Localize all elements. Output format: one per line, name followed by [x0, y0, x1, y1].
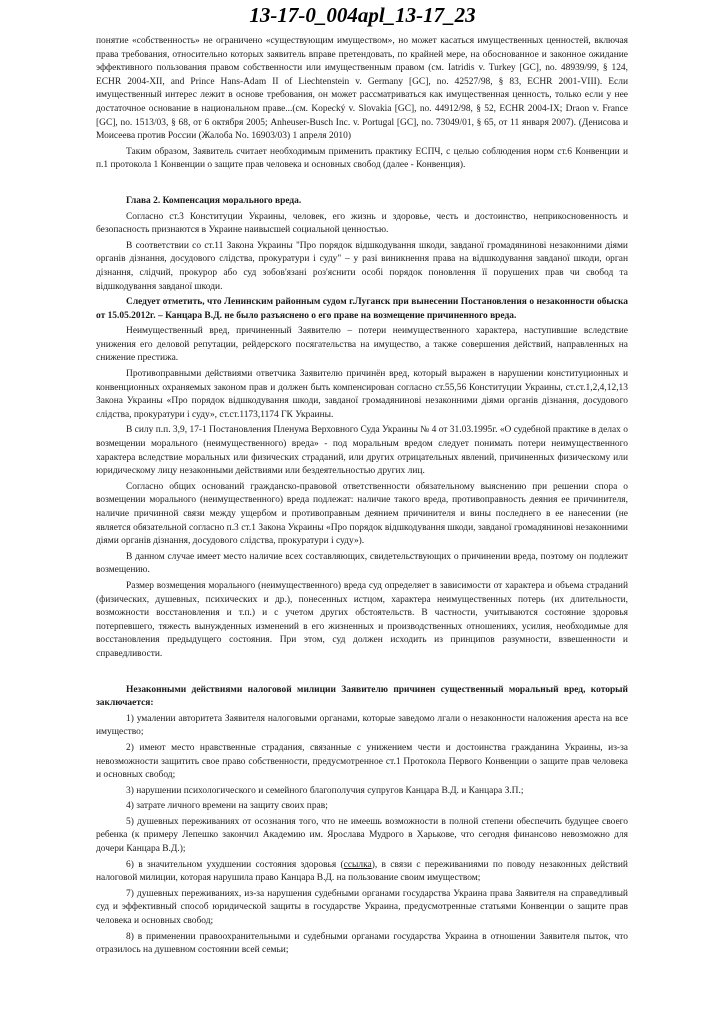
paragraph: Таким образом, Заявитель считает необходимым применить практику ЕСПЧ, с целью соблюдения норм ст.6 Конвенции и п.1 протокола 1 Конвенции о защите прав человека и основных свобод (далее - Конвенция). [96, 146, 628, 171]
paragraph: Согласно общих оснований гражданско-правовой ответственности обязательному выяснению при решении спора о возмещении морального (неимущественного) вреда подлежат: наличие такого вреда, противоправность деяния ее причинителя, наличие причинной связи между ущербом и противоправным деянием причинителя и вины последнего в ее нанесении (не является обязательной согласно п.3 ст.1 Закона Украины «Про порядок відшкодування шкоди, завданої громадянинові незаконними діями органів дізнання, досудового слідства, прокуратури і суду»). [96, 481, 628, 547]
list-item: 1) умалении авторитета Заявителя налоговыми органами, которые заведомо лгали о незаконности наложения ареста на все имущество; [96, 713, 628, 738]
paragraph: Согласно ст.3 Конституции Украины, человек, его жизнь и здоровье, честь и достоинство, неприкосновенность и безопасность признаются в Украине наивысшей социальной ценностью. [96, 211, 628, 236]
paragraph: Размер возмещения морального (неимущественного) вреда суд определяет в зависимости от характера и объема страданий (физических, душевных, психических и др.), понесенных истцом, характера неимущественных потерь (их длительности, возможности восстановления и т.п.) и с учетом других обстоятельств. В частности, учитываются состояние здоровья потерпевшего, тяжесть вынужденных изменений в его жизненных и производственных отношениях, усилия, необходимые для восстановления предыдущего состояния. При этом, суд должен исходить из принципов разумности, взвешенности и справедливости. [96, 580, 628, 659]
paragraph: В данном случае имеет место наличие всех составляющих, свидетельствующих о причинении вреда, поэтому он подлежит возмещению. [96, 551, 628, 576]
list-item: 4) затрате личного времени на защиту своих прав; [126, 801, 328, 812]
document-body [96, 35, 628, 960]
paragraph: В соответствии со ст.11 Закона Украины "Про порядок відшкодування шкоди, завданої громадянинові незаконними діями органів дізнання, досудового слідства, прокуратури і суду" – у разі виникнення права на відшкодування завданої шкоди, орган дізнання, слідчий, прокурор або суд зобов'язані роз'яснити особі порядок поновлення її порушених прав чи свобод та відшкодування завданої шкоди. [96, 240, 628, 292]
paragraph-bold: Следует отметить, что Ленинским районным судом г.Луганск при вынесении Постановления о незаконности обыска от 15.05.2012г. – Канцара В.Д. не было разъяснено о его праве на возмещение причиненного вреда. [96, 297, 628, 321]
paragraph: В силу п.п. 3,9, 17-1 Постановления Пленума Верховного Суда Украины № 4 от 31.03.1995г. «О судебной практике в делах о возмещении морального (неимущественного) вреда» - под моральным вредом следует понимать потери неимущественного характера вследствие моральных или физических страданий, или других отрицательных явлений, причиненных физическому или юридическому лицу незаконными действиями или бездеятельностью других лиц. [96, 425, 628, 477]
paragraph-bold: Незаконными действиями налоговой милиции Заявителю причинен существенный моральный вред, который заключается: [96, 684, 628, 709]
list-item: 8) в применении правоохранительными и судебными органами государства Украина в отношении Заявителя пыток, что отразилось на душевном состоянии всей семьи; [96, 931, 628, 956]
list-item: 2) имеют место нравственные страдания, связанные с унижением чести и достоинства гражданина Украины, из-за невозможности защитить свое право собственности, предусмотренное ст.1 Протокола Первого Конвенции о защите прав человека и основных свобод; [96, 742, 628, 781]
paragraph: Противоправными действиями ответчика Заявителю причинён вред, который выражен в нарушении конституционных и конвенционных охраняемых законом прав и должен быть компенсирован согласно ст.55,56 Конституции Украины, ст.ст.1,2,4,12,13 Закона Украины «Про порядок відшкодування шкоди, завданої громадянинові незаконними діями органів дізнання, досудового слідства, прокуратури і суду», ст.ст.1173,1174 ГК Украины. [96, 369, 628, 420]
list-item-text: 6) в значительном ухудшении состояния здоровья ( [126, 859, 344, 870]
reference-link[interactable]: ссылка [343, 859, 372, 870]
list-item-text: ), в связи с переживаниями по поводу незаконных действий налоговой милиции, которая нарушила право Канцара В.Д. на пользование своим имуществом; [96, 859, 628, 884]
paragraph: Неимущественный вред, причиненный Заявителю – потери неимущественного характера, наступившие вследствие унижения его деловой репутации, рейдерского посягательства на имущество, а также совершения действий, направленных на снижение престижа. [96, 326, 628, 364]
list-item: 3) нарушении психологического и семейного благополучия супругов Канцара В.Д. и Канцара З.П.; [126, 785, 524, 796]
document-header: 13-17-0_004apl_13-17_23 [249, 3, 476, 27]
paragraph: понятие «собственность» не ограничено «существующим имуществом», но может касаться имущественных ценностей, включая права требования, относительно которых заявитель вправе претендовать, по крайней мере, на обоснованное и законное ожидание эффективного пользования правом собственности или имущественным правом (см. Iatridis v. Turkey [GC], no. 48939/99, § 124, ECHR 2004-XII, and Prince Hans-Adam II of Liechtenstein v. Germany [GC], no. 42527/98, § 83, ECHR 2001-VIII). Если имущественный интерес лежит в основе требования, он может рассматриваться как имущественная ценность, только если у нее достаточное основание в национальном праве...(см. Kopecký v. Slovakia [GC], no. 44912/98, § 52, ECHR 2004-IX; Draon v. France [GC], no. 1513/03, § 68, от 6 октября 2005; Anheuser-Busch Inc. v. Portugal [GC], no. 73049/01, § 65, от 11 января 2007). (Денисова и Моисеева против России (Жалоба No. 16903/03) 1 апреля 2010) [96, 36, 628, 142]
section-heading: Глава 2. Компенсация морального вреда. [126, 195, 302, 206]
list-item: 7) душевных переживаниях, из-за нарушения судебными органами государства Украина права Заявителя на справедливый суд и эффективный способ юридической защиты в государстве Украина, предусмотренные статьями Конвенции о защите прав человека и основных свобод; [96, 888, 628, 927]
list-item: 5) душевных переживаниях от осознания того, что не имеешь возможности в полной степени обеспечить будущее своего ребенка (к примеру Лепешко закончил Академию им. Ярослава Мудрого в Харькове, что сегодня финансово невозможно для дочери Канцара В.Д.); [96, 816, 628, 855]
list-item [96, 859, 628, 886]
